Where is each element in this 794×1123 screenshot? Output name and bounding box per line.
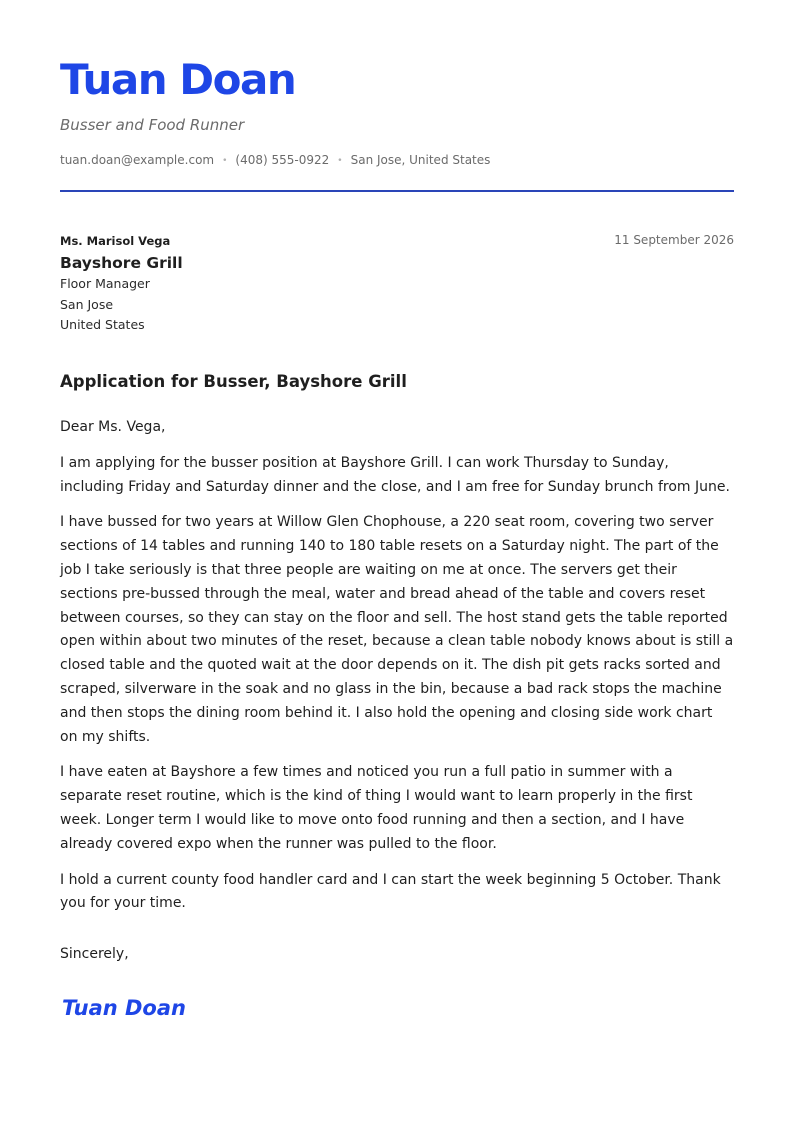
- contact-separator: •: [337, 156, 343, 166]
- body-paragraph: I have bussed for two years at Willow Glen Chophouse, a 220 seat room, covering two server sections of 14 tables and running 140 to 180 table resets on a Saturday night. The part of the job I take seriously is that three people are waiting on me at once. The servers get their sections pre-bussed through the meal, water and bread ahead of the table and covers reset between courses, so they can stay on the floor and sell. The host stand gets the table reported open within about two minutes of the reset, because a clean table nobody knows about is still a closed table and the quoted wait at the door depends on it. The dish pit gets racks sorted and scraped, silverware in the soak and no glass in the bin, because a bad rack stops the machine and then stops the dining room behind it. I also hold the opening and closing side work chart on my shifts.: [60, 514, 734, 745]
- header-divider: [60, 190, 734, 192]
- applicant-role: Busser and Food Runner: [60, 116, 245, 134]
- letter-body: [60, 416, 734, 928]
- recipient-block: [60, 233, 183, 336]
- recipient-city: San Jose: [60, 296, 114, 312]
- recipient-name: Ms. Marisol Vega: [60, 234, 171, 248]
- body-paragraph: I hold a current county food handler card and I can start the week beginning 5 October. Thank you for your time.: [60, 871, 721, 912]
- applicant-name: Tuan Doan: [60, 55, 296, 104]
- contact-location: San Jose, United States: [350, 153, 491, 167]
- letter-subject: Application for Busser, Bayshore Grill: [60, 372, 407, 391]
- recipient-country: United States: [60, 317, 145, 332]
- contact-separator: •: [222, 156, 228, 166]
- closing: Sincerely,: [60, 946, 129, 962]
- contact-line: [60, 153, 490, 167]
- signature: Tuan Doan: [62, 996, 186, 1020]
- contact-email: tuan.doan@example.com: [60, 153, 215, 167]
- recipient-title: Floor Manager: [60, 276, 150, 291]
- recipient-company: Bayshore Grill: [60, 254, 183, 272]
- salutation: Dear Ms. Vega,: [60, 419, 166, 435]
- body-paragraph: I am applying for the busser position at Bayshore Grill. I can work Thursday to Sunday, including Friday and Saturday dinner and the close, and I am free for Sunday brunch from June.: [60, 454, 730, 495]
- contact-phone: (408) 555-0922: [235, 153, 330, 167]
- letter-date: 11 September 2026: [614, 233, 734, 247]
- body-paragraph: I have eaten at Bayshore a few times and noticed you run a full patio in summer with a separate reset routine, which is the kind of thing I would want to learn properly in the first week. Longer term I would like to move onto food running and then a section, and I have already covered expo when the runner was pulled to the floor.: [60, 764, 693, 852]
